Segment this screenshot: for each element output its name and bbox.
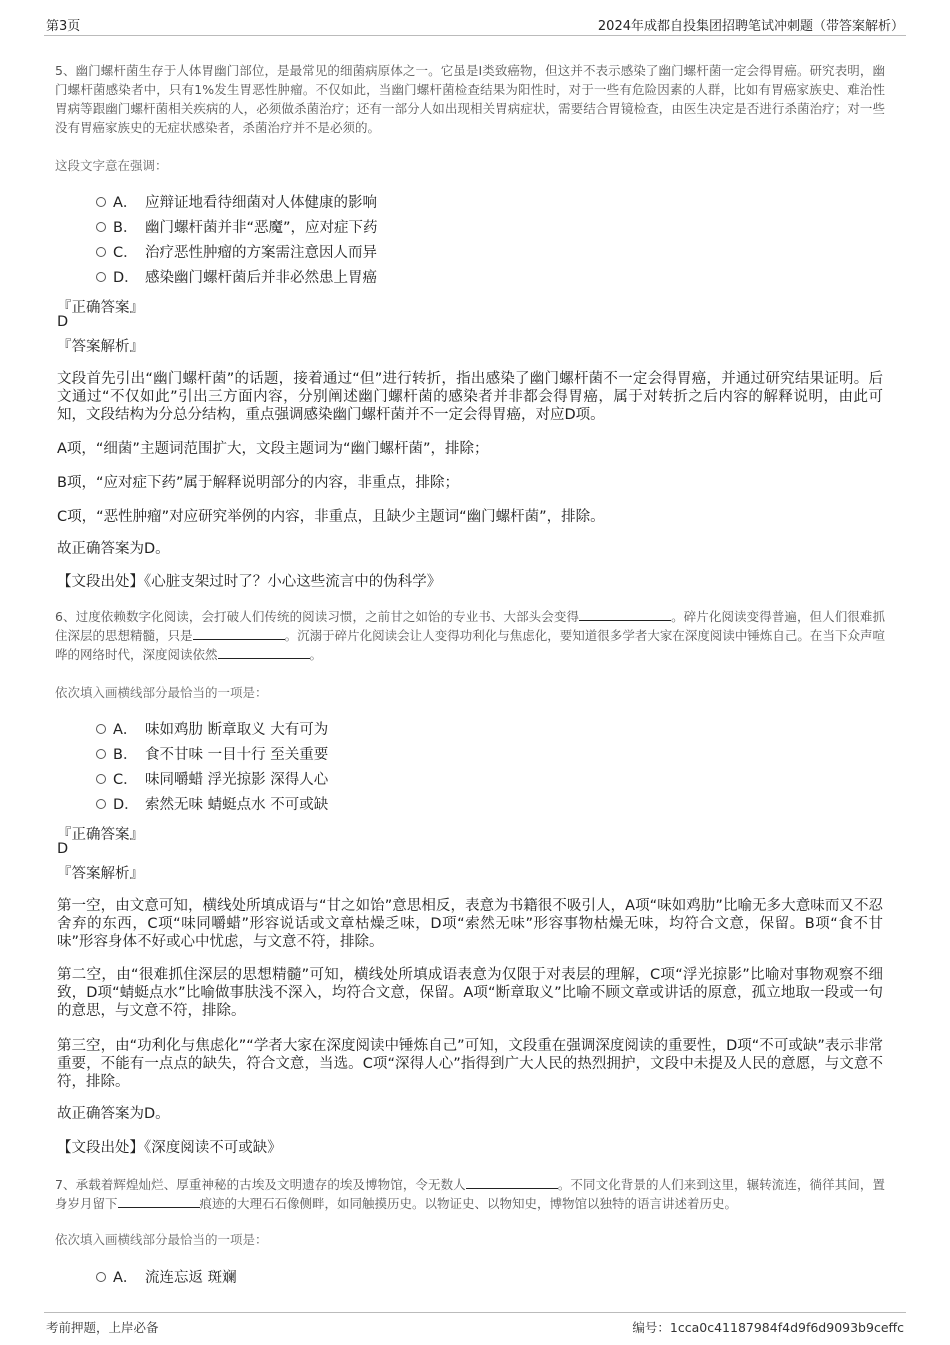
- radio-icon[interactable]: [96, 247, 106, 257]
- q6-option-d[interactable]: D． 索然无味 蜻蜓点水 不可或缺: [96, 793, 328, 813]
- analysis-paragraph: 第一空，由文意可知，横线处所填成语与“甘之如饴”意思相反，表意为书籍很不吸引人，A项“味如鸡肋”比喻无多大意味而又不忍舍弃的东西，C项“味同嚼蜡”形容说话或文章枯燥乏味，D项“索然无味”形容事物枯燥无味，均符合文意，保留。B项“食不甘味”形容身体不好或心中忧虑，与文意不符，排除。: [57, 898, 883, 950]
- source-citation: 【文段出处】《心脏支架过时了？小心这些流言中的伪科学》: [57, 574, 442, 590]
- q7-option-a[interactable]: A． 流连忘返 斑斓: [96, 1266, 237, 1286]
- q6-option-a[interactable]: A． 味如鸡肋 断章取义 大有可为: [96, 718, 328, 738]
- radio-icon[interactable]: [96, 222, 106, 232]
- fill-blank: [118, 1195, 200, 1208]
- fill-blank: [466, 1176, 558, 1189]
- document-title: 2024年成都自投集团招聘笔试冲刺题（带答案解析）: [597, 19, 904, 34]
- question-6-prompt: 依次填入画横线部分最恰当的一项是：: [55, 685, 268, 700]
- answer-value: D: [57, 841, 69, 857]
- answer-label: 『正确答案』: [57, 827, 144, 843]
- question-5: [55, 61, 885, 137]
- q5-option-d[interactable]: D． 感染幽门螺杆菌后并非必然患上胃癌: [96, 266, 377, 286]
- fill-blank: [193, 627, 285, 640]
- analysis-paragraph: 文段首先引出“幽门螺杆菌”的话题，接着通过“但”进行转折，指出感染了幽门螺杆菌不一定会得胃癌，并通过研究结果证明。后文通过“不仅如此”引出三方面内容，分别阐述幽门螺杆菌的感染者并非都会得胃癌，属于对转折之后内容的解释说明，由此可知，文段结构为分总分结构，重点强调感染幽门螺杆菌并不一定会得胃癌，对应D项。: [57, 371, 883, 423]
- question-7: [55, 1175, 885, 1213]
- radio-icon[interactable]: [96, 272, 106, 282]
- question-5-prompt: 这段文字意在强调：: [55, 158, 168, 173]
- radio-icon[interactable]: [96, 724, 106, 734]
- question-6: [55, 607, 885, 664]
- question-7-text: 7、承载着辉煌灿烂、厚重神秘的古埃及文明遗存的埃及博物馆，令无数人 。不同文化背景的人们来到这里，辗转流连，徜徉其间，置身岁月留下 痕迹的大理石石像侧畔，如同触摸历史。以物证史、以物知史，博物馆以独特的语言讲述着历史。: [55, 1177, 885, 1211]
- q5-option-c[interactable]: C． 治疗恶性肿瘤的方案需注意因人而异: [96, 241, 377, 261]
- analysis-label: 『答案解析』: [57, 339, 144, 355]
- radio-icon[interactable]: [96, 1272, 106, 1282]
- analysis-paragraph: 第二空，由“很难抓住深层的思想精髓”可知，横线处所填成语表意为仅限于对表层的理解，C项“浮光掠影”比喻对事物观察不细致，D项“蜻蜓点水”比喻做事肤浅不深入，均符合文意，保留。A项“断章取义”比喻不顾文章或讲话的原意，孤立地取一段或一句的意思，与文意不符，排除。: [57, 967, 883, 1019]
- analysis-paragraph: A项，“细菌”主题词范围扩大，文段主题词为“幽门螺杆菌”，排除；: [57, 441, 489, 457]
- footer-slogan: 考前押题，上岸必备: [46, 1320, 159, 1335]
- q5-option-b[interactable]: B． 幽门螺杆菌并非“恶魔”，应对症下药: [96, 216, 378, 236]
- analysis-label: 『答案解析』: [57, 866, 144, 882]
- page-number: 第3页: [46, 19, 81, 34]
- q6-option-b[interactable]: B． 食不甘味 一目十行 至关重要: [96, 743, 328, 763]
- analysis-paragraph: B项，“应对症下药”属于解释说明部分的内容，非重点，排除；: [57, 475, 459, 491]
- analysis-paragraph: 第三空，由“功利化与焦虑化”“学者大家在深度阅读中锤炼自己”可知，文段重在强调深度阅读的重要性，D项“不可或缺”表示非常重要，不能有一点点的缺失，符合文意，当选。C项“深得人心”指得到广大人民的热烈拥护，文段中未提及人民的意愿，与文意不符，排除。: [57, 1038, 883, 1090]
- page-header: [44, 13, 906, 36]
- radio-icon[interactable]: [96, 749, 106, 759]
- q6-option-c[interactable]: C． 味同嚼蜡 浮光掠影 深得人心: [96, 768, 328, 788]
- fill-blank: [579, 608, 671, 621]
- radio-icon[interactable]: [96, 774, 106, 784]
- fill-blank: [218, 646, 310, 659]
- document-id: 编号：1cca0c41187984f4d9f6d9093b9ceffc: [632, 1320, 904, 1335]
- question-6-text: 6、过度依赖数字化阅读，会打破人们传统的阅读习惯，之前甘之如饴的专业书、大部头会变得 。碎片化阅读变得普遍，但人们很难抓住深层的思想精髓，只是 。沉溺于碎片化阅读会让人变得功利化与焦虑化，要知道很多学者大家在深度阅读中锤炼自己。在当下众声喧哗的网络时代，深度阅读依然 。: [55, 609, 885, 662]
- answer-value: D: [57, 314, 69, 330]
- question-5-text: 5、幽门螺杆菌生存于人体胃幽门部位，是最常见的细菌病原体之一。它虽是I类致癌物，但这并不表示感染了幽门螺杆菌一定会得胃癌。研究表明，幽门螺杆菌感染者中，只有1%发生胃恶性肿瘤。不仅如此，当幽门螺杆菌检查结果为阳性时，对于一些有危险因素的人群，比如有胃癌家族史、难治性胃病等跟幽门螺杆菌相关疾病的人，必须做杀菌治疗；还有一部分人如出现相关胃病症状，需要结合胃镜检查，由医生决定是否进行杀菌治疗；对一些没有胃癌家族史的无症状感染者，杀菌治疗并不是必须的。: [55, 63, 885, 135]
- analysis-paragraph: 故正确答案为D。: [57, 541, 170, 557]
- answer-label: 『正确答案』: [57, 300, 144, 316]
- analysis-paragraph: C项，“恶性肿瘤”对应研究举例的内容，非重点，且缺少主题词“幽门螺杆菌”，排除。: [57, 509, 605, 525]
- radio-icon[interactable]: [96, 799, 106, 809]
- source-citation: 【文段出处】《深度阅读不可或缺》: [57, 1140, 282, 1156]
- q5-option-a[interactable]: A． 应辩证地看待细菌对人体健康的影响: [96, 191, 377, 211]
- radio-icon[interactable]: [96, 197, 106, 207]
- question-7-prompt: 依次填入画横线部分最恰当的一项是：: [55, 1232, 268, 1247]
- analysis-paragraph: 故正确答案为D。: [57, 1106, 170, 1122]
- page-footer: [44, 1312, 906, 1337]
